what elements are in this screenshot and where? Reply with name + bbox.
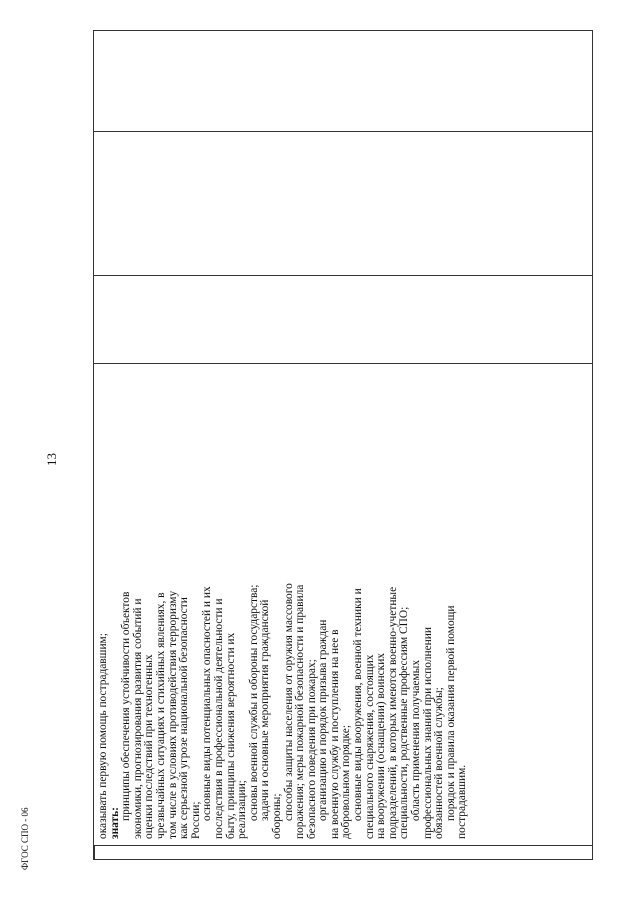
footer-label: ФГОС СПО - 06 — [20, 807, 30, 870]
text-line: специального снаряжения, состоящих — [363, 654, 376, 839]
text-line: реализации; — [236, 780, 249, 839]
text-line: поражения; меры пожарной безопасности и правила — [294, 584, 307, 839]
text-line: безопасного поведения при пожарах; — [305, 659, 318, 839]
text-line: пострадавшим. — [456, 764, 469, 839]
text-line: оказывать первую помощь пострадавшим; — [97, 633, 109, 839]
text-line: на военную службу и поступления на нее в — [328, 629, 341, 839]
text-line: на вооружении (оснащении) воинских — [375, 653, 388, 839]
text-line: чрезвычайных ситуациях и стихийных явлениях, в — [154, 592, 167, 839]
column-divider — [94, 275, 592, 276]
column-divider — [94, 845, 592, 846]
text-line: задачи и основные мероприятия гражданской — [259, 599, 272, 821]
text-line: организацию и порядок призыва граждан — [317, 619, 330, 821]
column-divider — [94, 363, 592, 364]
column-divider — [94, 131, 592, 132]
table-border — [94, 846, 95, 859]
text-line: обороны; — [270, 793, 283, 839]
text-line: оценки последствий при техногенных — [143, 654, 156, 839]
text-line: знать: — [108, 807, 121, 839]
text-line: специальности, родственные профессиям СПО; — [398, 606, 411, 839]
text-line: основные виды потенциальных опасностей и их — [201, 586, 214, 821]
text-line: том числе в условиях противодействия терроризму — [166, 590, 179, 839]
text-line: подразделений, в которых имеются военно-учетные — [386, 586, 399, 839]
text-line: профессиональных знаний при исполнении — [421, 627, 434, 839]
rotated-table-page — [93, 30, 593, 860]
text-line: принципы обеспечения устойчивости объектов — [120, 591, 133, 821]
text-line: России; — [189, 801, 202, 839]
text-line: быту, принципы снижения вероятности их — [224, 632, 237, 839]
page-number: 13 — [44, 453, 59, 466]
text-line: основы военной службы и обороны государства; — [247, 584, 260, 821]
text-line: добровольном порядке; — [340, 724, 353, 839]
standards-table — [93, 30, 593, 860]
text-line: последствия в профессиональной деятельности и — [212, 598, 225, 839]
text-line: область применения получаемых — [410, 659, 423, 821]
text-line: как серьезной угрозе национальной безопасности — [178, 597, 191, 839]
competency-text-cell — [98, 367, 469, 839]
text-line: способы защиты населения от оружия массового — [282, 583, 295, 821]
text-line: порядок и правила оказания первой помощи — [444, 605, 457, 821]
text-line: обязанностей военной службы; — [433, 687, 446, 839]
text-line: основные виды вооружения, военной техники и — [352, 588, 365, 821]
text-line: экономики, прогнозирования развития событий и — [131, 598, 144, 839]
